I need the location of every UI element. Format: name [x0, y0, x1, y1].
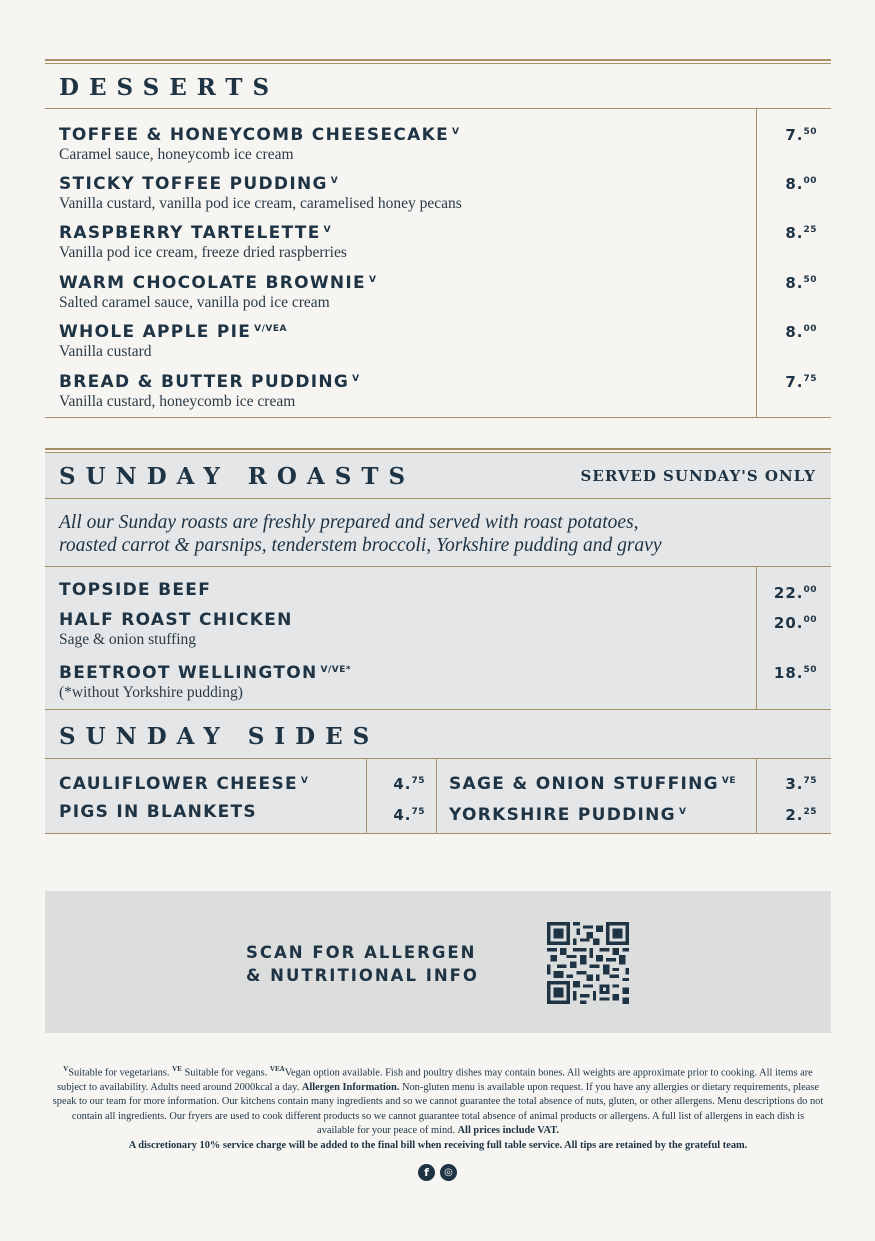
- side-price: 3.75: [785, 775, 817, 793]
- dessert-desc: Salted caramel sauce, vanilla pod ice cream: [59, 294, 330, 311]
- dessert-desc: Vanilla custard, honeycomb ice cream: [59, 393, 296, 410]
- dessert-price: 8.25: [785, 224, 817, 242]
- side-name: SAGE & ONION STUFFING $^{VE}$: [449, 774, 737, 794]
- roast-name: BEETROOT WELLINGTON $^{V/VE*}$: [59, 663, 352, 683]
- sides-header-rule: [45, 758, 831, 759]
- roasts-title: SUNDAY ROASTS: [59, 463, 416, 490]
- diet-tag: V: [352, 374, 360, 384]
- roasts-intro-rule: [45, 566, 831, 567]
- dessert-name: TOFFEE & HONEYCOMB CHEESECAKE $^V$: [59, 125, 460, 145]
- dessert-item: [59, 220, 347, 262]
- side-price: 4.75: [393, 775, 425, 793]
- desserts-header-rule: [45, 108, 831, 109]
- desserts-top-rule: [45, 59, 831, 64]
- dessert-item: [59, 122, 459, 164]
- dessert-desc: Vanilla custard, vanilla pod ice cream, caramelised honey pecans: [59, 195, 462, 212]
- diet-tag: V: [323, 225, 332, 235]
- side-price: 2.25: [785, 806, 817, 824]
- side-name: CAULIFLOWER CHEESE $^V$: [59, 774, 309, 794]
- diet-tag: V: [678, 807, 687, 817]
- diet-tag: V: [300, 776, 309, 786]
- roast-item: [59, 610, 293, 649]
- dessert-name: WARM CHOCOLATE BROWNIE $^V$: [59, 273, 377, 293]
- sides-title: SUNDAY SIDES: [59, 723, 380, 750]
- diet-tag: V: [330, 176, 339, 186]
- diet-tag: V/VE*: [320, 665, 352, 675]
- dessert-item: [59, 171, 462, 213]
- roasts-top-rule: [45, 448, 831, 453]
- roast-price: 18.50: [773, 664, 817, 682]
- qr-code-icon[interactable]: [546, 922, 630, 1004]
- sides-bottom-rule: [45, 833, 831, 834]
- dessert-name: STICKY TOFFEE PUDDING $^V$: [59, 174, 339, 194]
- roasts-bottom-rule: [45, 709, 831, 710]
- footnote-text: $^V$Suitable for vegetarians. $^{VE}$ Suitable for vegans. $^{VEA}$Vegan option available. Fish and poultry dishes may contain bones. All weights are approximate prior to cooking. All items are subject to availability. Adults need around 2000kcal a day. Allergen Information. Non-gluten menu is available upon request. If you have any allergies or dietary requirements, please speak to our team for more information. Our kitchens contain many ingredients and so we cannot guarantee the total absence of nuts, gluten, or other allergens. Menu descriptions do not contain all ingredients. Our fryers are used to cook different products so we cannot guarantee total absence of animal products or allergens. A full list of allergens in each dish is available for your peace of mind. All prices include VAT. A discretionary 10% service charge will be added to the final bill when receiving full table service. All tips are retained by the grateful team.: [52, 1065, 824, 1151]
- dessert-price: 8.00: [785, 323, 817, 341]
- dessert-name: WHOLE APPLE PIE $^{V/VEA}$: [59, 322, 287, 342]
- side-price: 4.75: [393, 806, 425, 824]
- dessert-desc: Caramel sauce, honeycomb ice cream: [59, 146, 294, 163]
- roast-desc: (*without Yorkshire pudding): [59, 684, 243, 701]
- diet-tag: VE: [721, 776, 737, 786]
- desserts-bottom-rule: [45, 417, 831, 418]
- dessert-item: [59, 270, 376, 312]
- roast-name: HALF ROAST CHICKEN: [59, 610, 293, 630]
- side-item: [449, 771, 736, 794]
- dessert-price: 7.50: [785, 126, 817, 144]
- roast-price: 22.00: [773, 584, 817, 602]
- desserts-title: DESSERTS: [59, 74, 280, 101]
- scan-allergen-text: SCAN FOR ALLERGEN & NUTRITIONAL INFO: [246, 943, 479, 985]
- dessert-name: RASPBERRY TARTELETTE $^V$: [59, 223, 332, 243]
- side-name: PIGS IN BLANKETS: [59, 802, 257, 822]
- roast-name: TOPSIDE BEEF: [59, 580, 212, 600]
- served-sundays-label: SERVED SUNDAY'S ONLY: [580, 467, 816, 485]
- side-item: [59, 771, 308, 794]
- roast-price: 20.00: [773, 614, 817, 632]
- side-item: [449, 802, 686, 825]
- facebook-icon[interactable]: f: [418, 1164, 435, 1181]
- dessert-price: 7.75: [785, 373, 817, 391]
- dessert-price: 8.50: [785, 274, 817, 292]
- diet-tag: V/VEA: [254, 324, 287, 334]
- diet-tag: V: [452, 127, 460, 137]
- dessert-desc: Vanilla pod ice cream, freeze dried raspberries: [59, 244, 347, 261]
- instagram-icon[interactable]: ◎: [440, 1164, 457, 1181]
- dessert-price: 8.00: [785, 175, 817, 193]
- dessert-name: BREAD & BUTTER PUDDING $^V$: [59, 372, 360, 392]
- sides-column-divider: [436, 758, 437, 834]
- roasts-header-rule: [45, 498, 831, 499]
- dessert-item: [59, 319, 287, 361]
- diet-tag: V: [368, 275, 377, 285]
- roast-desc: Sage & onion stuffing: [59, 631, 197, 648]
- roast-item: [59, 660, 351, 702]
- roasts-intro: All our Sunday roasts are freshly prepared and served with roast potatoes, roasted carrot & parsnips, tenderstem broccoli, Yorkshire pudding and gravy: [59, 512, 662, 556]
- roast-item: [59, 580, 211, 600]
- side-name: YORKSHIRE PUDDING $^V$: [449, 805, 687, 825]
- dessert-desc: Vanilla custard: [59, 343, 152, 360]
- dessert-item: [59, 369, 360, 411]
- side-item: [59, 802, 257, 822]
